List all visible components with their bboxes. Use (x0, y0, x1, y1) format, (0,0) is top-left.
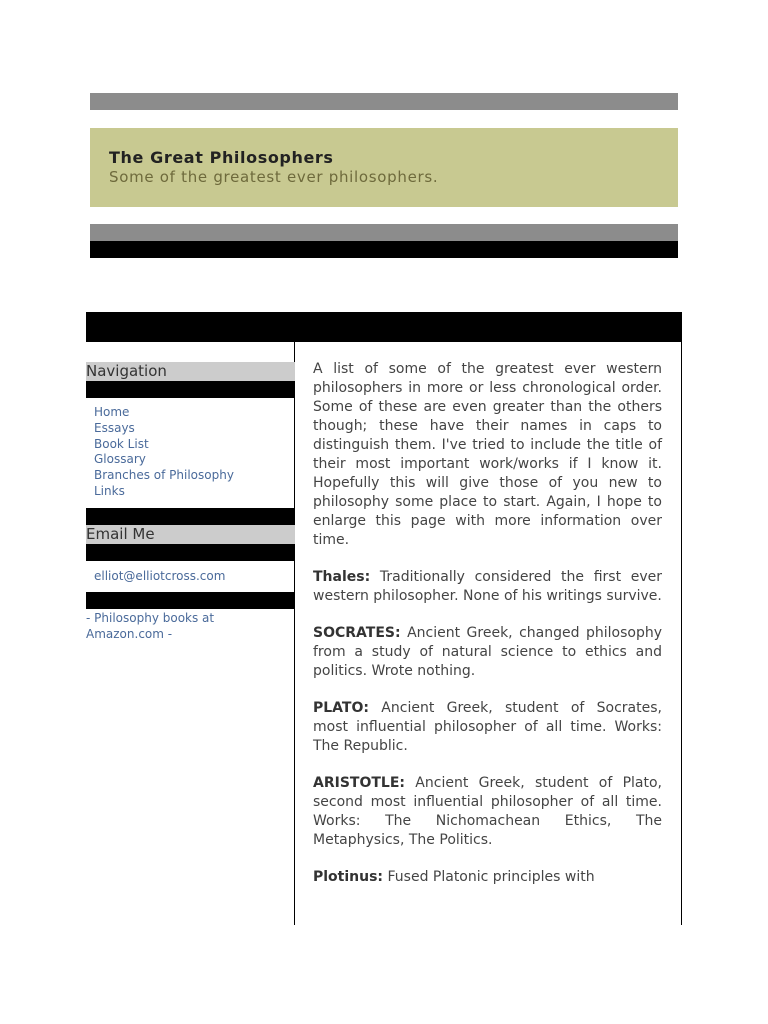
entry-text: Traditionally considered the first ever western philosopher. None of his writings survive. (313, 569, 662, 604)
entry-name: SOCRATES: (313, 625, 401, 641)
mid-grey-bar (90, 224, 678, 241)
entry-socrates (313, 624, 662, 681)
entry-thales (313, 568, 662, 606)
email-top-bar (86, 508, 295, 525)
entry-aristotle (313, 774, 662, 850)
nav-item-essays[interactable]: Essays (94, 420, 135, 435)
entry-text: Ancient Greek, student of Socrates, most influential philosopher of all time. Works: The Republic. (313, 700, 662, 754)
site-subtitle: Some of the greatest ever philosophers. (109, 168, 439, 186)
entry-plato (313, 699, 662, 756)
nav-item-book-list[interactable]: Book List (94, 436, 149, 451)
navigation-list (94, 405, 234, 500)
entry-text: Ancient Greek, changed philosophy from a study of natural science to ethics and politics. Wrote nothing. (313, 625, 662, 679)
site-banner (90, 128, 678, 207)
main-content (313, 360, 662, 905)
navigation-heading: Navigation (86, 362, 295, 381)
nav-item-home[interactable]: Home (94, 405, 130, 419)
entry-name: Plotinus: (313, 869, 384, 885)
right-border (681, 342, 682, 925)
entry-text: Fused Platonic principles with (383, 869, 595, 885)
amazon-top-bar (86, 592, 295, 609)
site-title: The Great Philosophers (109, 148, 334, 167)
intro-paragraph: A list of some of the greatest ever western philosophers in more or less chronological order. Some of these are even greater than the others though; these have their names in caps to distinguish them. I've tried to include the title of their most important work/works if I know it. Hopefully this will give those of you new to philosophy some place to start. Again, I hope to enlarge this page with more information over time. (313, 361, 662, 548)
entry-name: ARISTOTLE: (313, 775, 405, 791)
nav-item-branches[interactable]: Branches of Philosophy (94, 468, 234, 483)
top-grey-bar (90, 93, 678, 110)
nav-item-glossary[interactable]: Glossary (94, 452, 146, 467)
nav-item-links[interactable]: Links (94, 483, 125, 498)
entry-plotinus (313, 868, 662, 887)
content-header-bar (86, 312, 682, 342)
mid-black-bar (90, 241, 678, 258)
email-divider-bar (86, 544, 295, 561)
email-heading: Email Me (86, 525, 295, 544)
nav-divider-bar (86, 381, 295, 398)
column-divider (294, 342, 295, 925)
entry-text: Ancient Greek, student of Plato, second most influential philosopher of all time. Works: The Nichomachean Ethics, The Metaphysics, The Politics. (313, 775, 662, 848)
amazon-link[interactable]: - Philosophy books at Amazon.com - (86, 611, 215, 641)
email-link[interactable]: elliot@elliotcross.com (94, 569, 226, 583)
entry-name: Thales: (313, 569, 371, 585)
entry-name: PLATO: (313, 700, 369, 716)
